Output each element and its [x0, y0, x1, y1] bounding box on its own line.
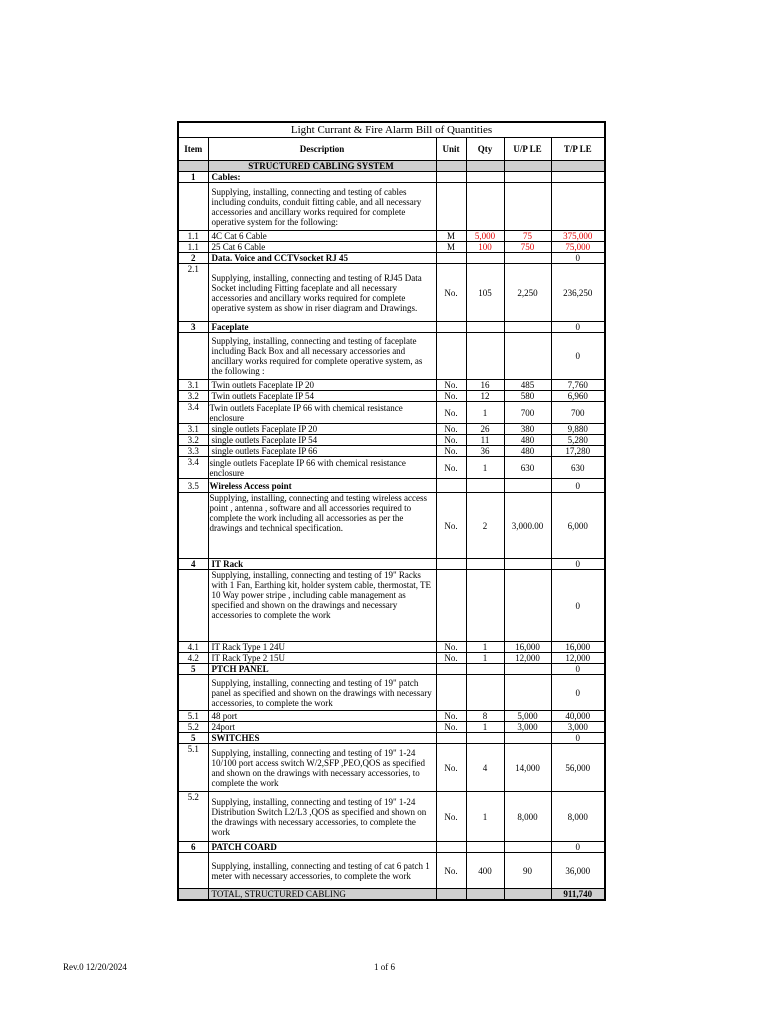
item-cell: 2.1	[178, 264, 208, 322]
item-cell	[178, 493, 208, 559]
unit-cell: No.	[436, 391, 466, 402]
qty-cell: 1	[466, 653, 504, 664]
description-cell: Supplying, installing, connecting and testing of 19" Racks with 1 Fan, Earthing kit, holder system cable, thermostat, TE 10 Way power stripe , including cable management as specified and shown on the drawings and necessary accessories to complete the work	[208, 570, 436, 642]
table-row	[178, 792, 605, 842]
unit-price-cell	[504, 733, 551, 744]
description-cell: single outlets Faceplate IP 20	[208, 424, 436, 435]
total-price-cell: 375,000	[551, 231, 605, 242]
total-price-cell: 0	[551, 322, 605, 333]
total-price-cell: 40,000	[551, 711, 605, 722]
description-cell: Twin outlets Faceplate IP 54	[208, 391, 436, 402]
unit-cell	[436, 664, 466, 675]
qty-cell	[466, 183, 504, 231]
qty-cell	[466, 479, 504, 493]
unit-price-cell: 480	[504, 446, 551, 457]
table-row	[178, 231, 605, 242]
table-row	[178, 264, 605, 322]
total-price-cell: 12,000	[551, 653, 605, 664]
item-cell: 1	[178, 172, 208, 183]
qty-cell: 1	[466, 642, 504, 653]
col-header-item: Item	[178, 138, 208, 161]
unit-cell	[436, 733, 466, 744]
unit-price-cell	[504, 183, 551, 231]
unit-price-cell: 16,000	[504, 642, 551, 653]
description-cell: single outlets Faceplate IP 54	[208, 435, 436, 446]
total-price-cell: 0	[551, 842, 605, 853]
description-cell: Wireless Access point	[208, 479, 436, 493]
qty-cell: 1	[466, 792, 504, 842]
table-row	[178, 653, 605, 664]
item-cell: 5.1	[178, 711, 208, 722]
table-row	[178, 722, 605, 733]
table-row	[178, 853, 605, 889]
unit-cell: No.	[436, 380, 466, 391]
description-cell: Supplying, installing, connecting and testing of 19" patch panel as specified and shown on the drawings with necessary accessories, to complete the work	[208, 675, 436, 711]
table-row	[178, 242, 605, 253]
unit-price-cell	[504, 333, 551, 380]
total-price-cell: 700	[551, 402, 605, 424]
item-cell: 2	[178, 253, 208, 264]
table-row	[178, 333, 605, 380]
group-heading-row	[178, 733, 605, 744]
unit-price-cell	[504, 889, 551, 901]
description-cell: Supplying, installing, connecting and testing of RJ45 Data Socket including Fitting faceplate and all necessary accessories and ancillary works required for complete operative system as show in riser diagram and Drawings.	[208, 264, 436, 322]
unit-price-cell: 3,000	[504, 722, 551, 733]
item-cell: 4.1	[178, 642, 208, 653]
total-price-cell: 911,740	[551, 889, 605, 901]
total-price-cell: 0	[551, 479, 605, 493]
group-heading-row	[178, 322, 605, 333]
unit-price-cell: 12,000	[504, 653, 551, 664]
total-price-cell: 0	[551, 253, 605, 264]
item-cell	[178, 183, 208, 231]
description-cell: PATCH COARD	[208, 842, 436, 853]
qty-cell	[466, 570, 504, 642]
unit-price-cell	[504, 675, 551, 711]
qty-cell: 2	[466, 493, 504, 559]
qty-cell	[466, 253, 504, 264]
unit-cell	[436, 172, 466, 183]
description-cell: Twin outlets Faceplate IP 20	[208, 380, 436, 391]
total-price-cell: 9,880	[551, 424, 605, 435]
description-cell: IT Rack Type 2 15U	[208, 653, 436, 664]
table-row	[178, 493, 605, 559]
col-header-unit-price: U/P LE	[504, 138, 551, 161]
unit-price-cell: 3,000.00	[504, 493, 551, 559]
total-price-cell: 0	[551, 333, 605, 380]
table-row	[178, 183, 605, 231]
unit-price-cell: 5,000	[504, 711, 551, 722]
item-cell: 5.2	[178, 792, 208, 842]
total-price-cell	[551, 172, 605, 183]
unit-cell: No.	[436, 424, 466, 435]
total-price-cell: 0	[551, 559, 605, 570]
item-cell: 3.4	[178, 402, 208, 424]
unit-cell	[436, 559, 466, 570]
footer-revision: Rev.0 12/20/2024	[63, 962, 127, 972]
unit-price-cell: 14,000	[504, 744, 551, 792]
qty-cell: 36	[466, 446, 504, 457]
total-row	[178, 889, 605, 901]
unit-price-cell: 8,000	[504, 792, 551, 842]
table-body	[178, 161, 605, 901]
table-row	[178, 391, 605, 402]
unit-cell: No.	[436, 264, 466, 322]
total-price-cell: 0	[551, 570, 605, 642]
qty-cell: 400	[466, 853, 504, 889]
description-cell: Supplying, installing, connecting and testing of cat 6 patch 1 meter with necessary accessories, to complete the work	[208, 853, 436, 889]
total-price-cell: 6,960	[551, 391, 605, 402]
item-cell	[178, 853, 208, 889]
table-row	[178, 711, 605, 722]
qty-cell	[466, 733, 504, 744]
unit-price-cell: 750	[504, 242, 551, 253]
description-cell: Twin outlets Faceplate IP 66 with chemical resistance enclosure	[208, 402, 436, 424]
unit-cell	[436, 889, 466, 901]
qty-cell: 4	[466, 744, 504, 792]
unit-cell	[436, 333, 466, 380]
qty-cell: 11	[466, 435, 504, 446]
description-cell: Supplying, installing, connecting and testing wireless access point , antenna , software and all accessories required to complete the work including all accessories as per the drawings and technical specification.	[208, 493, 436, 559]
total-price-cell: 16,000	[551, 642, 605, 653]
total-price-cell: 75,000	[551, 242, 605, 253]
total-price-cell: 0	[551, 664, 605, 675]
item-cell: 1.1	[178, 231, 208, 242]
unit-cell: No.	[436, 722, 466, 733]
section-row	[178, 161, 605, 172]
unit-price-cell	[504, 253, 551, 264]
qty-cell: 8	[466, 711, 504, 722]
qty-cell	[466, 664, 504, 675]
item-cell: 3.1	[178, 380, 208, 391]
total-price-cell: 17,280	[551, 446, 605, 457]
group-heading-row	[178, 172, 605, 183]
unit-price-cell: 75	[504, 231, 551, 242]
description-cell: single outlets Faceplate IP 66 with chemical resistance enclosure	[208, 457, 436, 479]
unit-cell: M	[436, 242, 466, 253]
footer-page-number: 1 of 6	[374, 962, 395, 972]
total-price-cell: 0	[551, 675, 605, 711]
qty-cell	[466, 675, 504, 711]
qty-cell: 26	[466, 424, 504, 435]
qty-cell	[466, 322, 504, 333]
item-cell	[178, 570, 208, 642]
group-heading-row	[178, 664, 605, 675]
qty-cell: 12	[466, 391, 504, 402]
total-price-cell	[551, 161, 605, 172]
unit-cell	[436, 570, 466, 642]
bill-of-quantities-table	[177, 121, 606, 901]
total-price-cell: 630	[551, 457, 605, 479]
item-cell: 3.1	[178, 424, 208, 435]
unit-price-cell: 480	[504, 435, 551, 446]
qty-cell	[466, 559, 504, 570]
description-cell: Cables:	[208, 172, 436, 183]
table-row	[178, 380, 605, 391]
total-price-cell: 7,760	[551, 380, 605, 391]
table-row	[178, 402, 605, 424]
unit-price-cell: 580	[504, 391, 551, 402]
item-cell: 3.4	[178, 457, 208, 479]
total-price-cell: 56,000	[551, 744, 605, 792]
unit-cell	[436, 842, 466, 853]
item-cell: 3.2	[178, 435, 208, 446]
item-cell: 4.2	[178, 653, 208, 664]
group-heading-row	[178, 559, 605, 570]
item-cell: 3.3	[178, 446, 208, 457]
table-row	[178, 675, 605, 711]
unit-cell: No.	[436, 446, 466, 457]
total-price-cell: 6,000	[551, 493, 605, 559]
table-row	[178, 642, 605, 653]
total-price-cell: 0	[551, 733, 605, 744]
unit-price-cell: 630	[504, 457, 551, 479]
unit-cell: No.	[436, 792, 466, 842]
description-cell: single outlets Faceplate IP 66	[208, 446, 436, 457]
description-cell: Supplying, installing, connecting and testing of 19" 1-24 10/100 port access switch W/2,SFP ,PEO,QOS as specified and shown on the drawings with necessary accessories, to complete the work	[208, 744, 436, 792]
item-cell: 3.5	[178, 479, 208, 493]
unit-cell: No.	[436, 402, 466, 424]
item-cell: 5.2	[178, 722, 208, 733]
table-row	[178, 570, 605, 642]
unit-cell: No.	[436, 711, 466, 722]
item-cell	[178, 161, 208, 172]
unit-price-cell: 2,250	[504, 264, 551, 322]
table-row	[178, 446, 605, 457]
unit-price-cell	[504, 161, 551, 172]
qty-cell: 16	[466, 380, 504, 391]
description-cell: 25 Cat 6 Cable	[208, 242, 436, 253]
description-cell: 4C Cat 6 Cable	[208, 231, 436, 242]
qty-cell: 1	[466, 402, 504, 424]
unit-price-cell	[504, 842, 551, 853]
unit-price-cell: 485	[504, 380, 551, 391]
description-cell: TOTAL, STRUCTURED CABLING	[208, 889, 436, 901]
item-cell: 3	[178, 322, 208, 333]
description-cell: Supplying, installing, connecting and testing of 19" 1-24 Distribution Switch L2/L3 ,QOS as specified and shown on the drawings with necessary accessories, to complete the work	[208, 792, 436, 842]
qty-cell: 5,000	[466, 231, 504, 242]
item-cell: 5.1	[178, 744, 208, 792]
total-price-cell: 36,000	[551, 853, 605, 889]
table-row	[178, 424, 605, 435]
item-cell: 4	[178, 559, 208, 570]
col-header-description: Description	[208, 138, 436, 161]
description-cell: Data. Voice and CCTVsocket RJ 45	[208, 253, 436, 264]
description-cell: PTCH PANEL	[208, 664, 436, 675]
unit-price-cell	[504, 322, 551, 333]
unit-price-cell	[504, 559, 551, 570]
qty-cell	[466, 161, 504, 172]
unit-cell	[436, 161, 466, 172]
unit-cell: No.	[436, 853, 466, 889]
description-cell: 24port	[208, 722, 436, 733]
description-cell: Supplying, installing, connecting and testing of faceplate including Back Box and all necessary accessories and ancillary works required for complete operative system, as the following :	[208, 333, 436, 380]
table-row	[178, 744, 605, 792]
total-price-cell: 3,000	[551, 722, 605, 733]
table-title: Light Currant & Fire Alarm Bill of Quantities	[178, 122, 605, 138]
item-cell	[178, 675, 208, 711]
col-header-unit: Unit	[436, 138, 466, 161]
description-cell: 48 port	[208, 711, 436, 722]
total-price-cell: 236,250	[551, 264, 605, 322]
unit-cell: No.	[436, 493, 466, 559]
item-cell: 5	[178, 733, 208, 744]
unit-cell	[436, 183, 466, 231]
qty-cell: 105	[466, 264, 504, 322]
qty-cell	[466, 889, 504, 901]
qty-cell: 1	[466, 457, 504, 479]
unit-cell: No.	[436, 653, 466, 664]
total-price-cell	[551, 183, 605, 231]
unit-cell	[436, 253, 466, 264]
unit-price-cell	[504, 479, 551, 493]
item-cell: 5	[178, 664, 208, 675]
description-cell: Faceplate	[208, 322, 436, 333]
col-header-total-price: T/P LE	[551, 138, 605, 161]
group-heading-row	[178, 479, 605, 493]
description-cell: Supplying, installing, connecting and testing of cables including conduits, conduit fitting cable, and all necessary accessories and ancillary works required for complete operative system for the following:	[208, 183, 436, 231]
qty-cell	[466, 333, 504, 380]
qty-cell: 100	[466, 242, 504, 253]
qty-cell	[466, 842, 504, 853]
unit-cell	[436, 322, 466, 333]
unit-price-cell	[504, 664, 551, 675]
description-cell: STRUCTURED CABLING SYSTEM	[208, 161, 436, 172]
unit-cell: M	[436, 231, 466, 242]
description-cell: IT Rack Type 1 24U	[208, 642, 436, 653]
total-price-cell: 5,280	[551, 435, 605, 446]
unit-price-cell: 700	[504, 402, 551, 424]
unit-price-cell	[504, 172, 551, 183]
item-cell: 3.2	[178, 391, 208, 402]
item-cell: 1.1	[178, 242, 208, 253]
description-cell: SWITCHES	[208, 733, 436, 744]
qty-cell: 1	[466, 722, 504, 733]
unit-price-cell	[504, 570, 551, 642]
description-cell: IT Rack	[208, 559, 436, 570]
unit-cell	[436, 675, 466, 711]
item-cell	[178, 333, 208, 380]
item-cell: 6	[178, 842, 208, 853]
table-row	[178, 457, 605, 479]
group-heading-row	[178, 253, 605, 264]
qty-cell	[466, 172, 504, 183]
unit-price-cell: 90	[504, 853, 551, 889]
unit-cell	[436, 479, 466, 493]
unit-cell: No.	[436, 457, 466, 479]
group-heading-row	[178, 842, 605, 853]
unit-cell: No.	[436, 435, 466, 446]
col-header-qty: Qty	[466, 138, 504, 161]
total-price-cell: 8,000	[551, 792, 605, 842]
unit-price-cell: 380	[504, 424, 551, 435]
item-cell	[178, 889, 208, 901]
unit-cell: No.	[436, 744, 466, 792]
table-row	[178, 435, 605, 446]
unit-cell: No.	[436, 642, 466, 653]
